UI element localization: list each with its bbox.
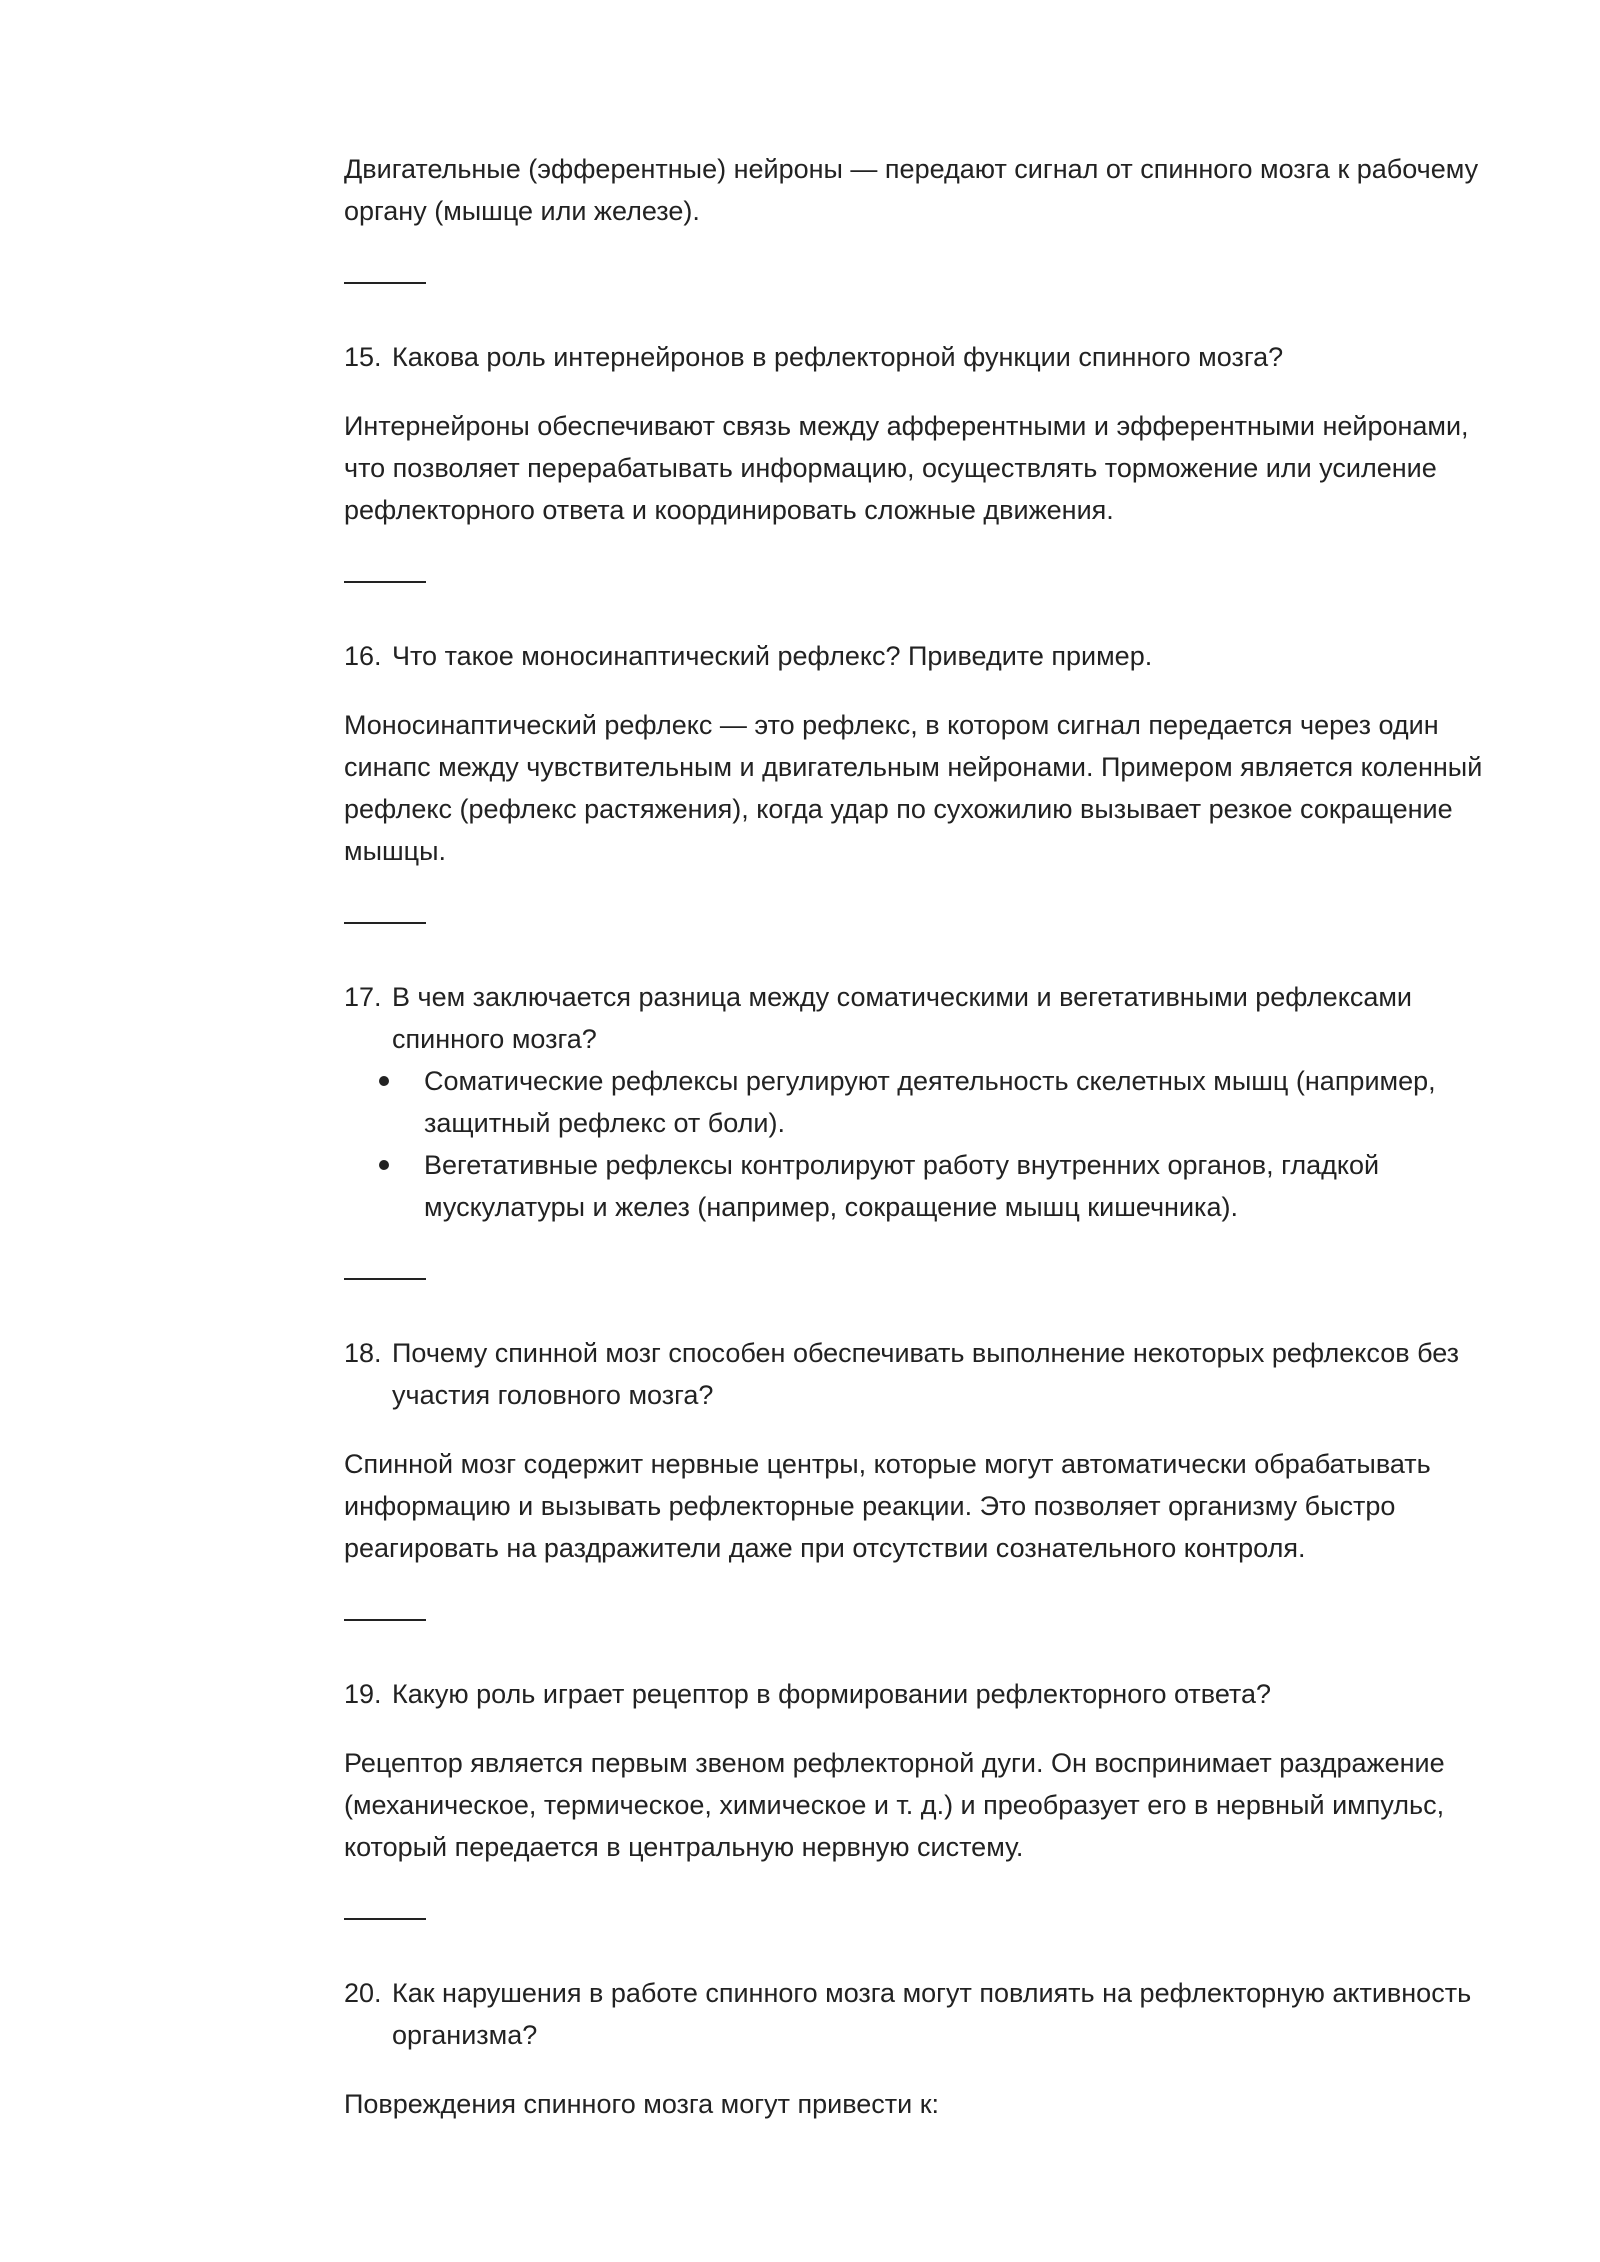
section-divider (344, 282, 426, 284)
question-text: Какую роль играет рецептор в формировании рефлекторного ответа? (392, 1679, 1272, 1709)
answer-17-list (344, 1060, 1504, 1228)
question-text: Что такое моносинаптический рефлекс? Приведите пример. (392, 641, 1153, 671)
document-page (344, 148, 1504, 2125)
question-19 (344, 1673, 1504, 1715)
section-divider (344, 1918, 426, 1920)
intro-paragraph: Двигательные (эфферентные) нейроны — передают сигнал от спинного мозга к рабочему органу (мышце или железе). (344, 154, 1479, 226)
question-number: 18. (344, 1338, 382, 1368)
list-item-text: Соматические рефлексы регулируют деятельность скелетных мышц (например, защитный рефлекс от боли). (424, 1066, 1436, 1138)
section-divider (344, 1278, 426, 1280)
question-number: 17. (344, 982, 382, 1012)
bullet-icon (374, 1060, 424, 1144)
question-text: Какова роль интернейронов в рефлекторной функции спинного мозга? (392, 342, 1284, 372)
answer-16: Моносинаптический рефлекс — это рефлекс, в котором сигнал передается через один синапс между чувствительным и двигательным нейронами. Примером является коленный рефлекс (рефлекс растяжения), когда удар по сухожилию вызывает резкое сокращение мышцы. (344, 710, 1483, 866)
list-item-text: Вегетативные рефлексы контролируют работу внутренних органов, гладкой мускулатуры и желез (например, сокращение мышц кишечника). (424, 1150, 1380, 1222)
question-20 (344, 1972, 1504, 2056)
question-number: 15. (344, 342, 382, 372)
question-number: 16. (344, 641, 382, 671)
section-divider (344, 922, 426, 924)
question-15 (344, 336, 1504, 378)
answer-18: Спинной мозг содержит нервные центры, которые могут автоматически обрабатывать информацию и вызывать рефлекторные реакции. Это позволяет организму быстро реагировать на раздражители даже при отсутствии сознательного контроля. (344, 1449, 1431, 1563)
question-text: В чем заключается разница между соматическими и вегетативными рефлексами спинного мозга? (392, 982, 1412, 1054)
question-18 (344, 1332, 1504, 1416)
answer-15: Интернейроны обеспечивают связь между афферентными и эфферентными нейронами, что позволяет перерабатывать информацию, осуществлять торможение или усиление рефлекторного ответа и координировать сложные движения. (344, 411, 1469, 525)
list-item (374, 1060, 1504, 1144)
section-divider (344, 1619, 426, 1621)
answer-20: Повреждения спинного мозга могут привести к: (344, 2089, 940, 2119)
question-16 (344, 635, 1504, 677)
question-text: Как нарушения в работе спинного мозга могут повлиять на рефлекторную активность организма? (392, 1978, 1472, 2050)
question-number: 20. (344, 1978, 382, 2008)
question-text: Почему спинной мозг способен обеспечивать выполнение некоторых рефлексов без участия головного мозга? (392, 1338, 1460, 1410)
section-divider (344, 581, 426, 583)
question-number: 19. (344, 1679, 382, 1709)
answer-19: Рецептор является первым звеном рефлекторной дуги. Он воспринимает раздражение (механическое, термическое, химическое и т. д.) и преобразует его в нервный импульс, который передается в центральную нервную систему. (344, 1748, 1445, 1862)
question-17 (344, 976, 1504, 1060)
list-item (374, 1144, 1504, 1228)
bullet-icon (374, 1144, 424, 1228)
